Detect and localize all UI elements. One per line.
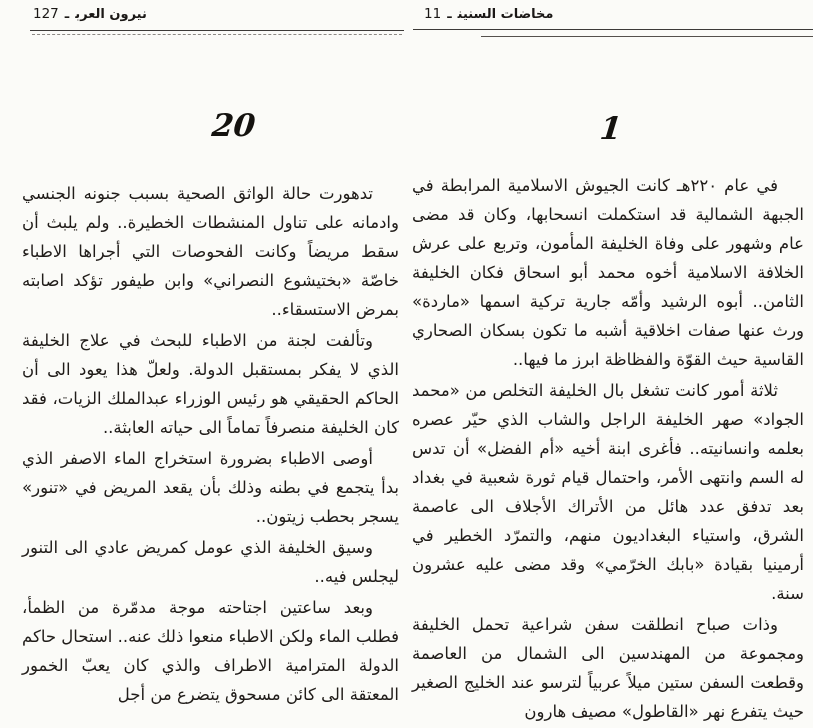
right-header-separator: ـ (447, 7, 452, 22)
paragraph: وبعد ساعتين اجتاحته موجة مدمّرة من الظمأ، فطلب الماء ولكن الاطباء منعوا ذلك عنه.. استحال حاكم الدولة المترامية الاطراف والذي كان يعبّ الخمور المعتقة الى كائن مسحوق يتضرع من أجل (22, 598, 399, 704)
right-book-title: مخاضات السنين (457, 7, 554, 22)
paragraph: وسيق الخليفة الذي عومل كمريض عادي الى التنور ليجلس فيه.. (22, 538, 399, 586)
paragraph: وذات صباح انطلقت سفن شراعية تحمل الخليفة ومجموعة من المهندسين الى الشمال من العاصمة وقطعت السفن ستين ميلاً عربياً لترسو عند الخليج الصغير حيث يتفرع نهر «القاطول» مصيف هارون (412, 615, 804, 721)
left-book-title: نيرون العرب (75, 7, 147, 22)
left-page-number: 127 (33, 6, 59, 22)
left-chapter-number: 20 (210, 108, 258, 144)
paragraph: في عام ٢٢٠هـ كانت الجيوش الاسلامية المرابطة في الجبهة الشمالية قد استكملت انسحابها، وكان قد مضى عام وشهور على وفاة الخليفة المأمون، وتربع على عرش الخلافة الاسلامية أخوه محمد أبو اسحاق فكان الخليفة الثامن.. أبوه الرشيد وأمّه جارية تركية اسمها «ماردة» ورث عنها صفات اخلاقية أشبه ما تكون بسكان الصحاري القاسية حيث القوّة والفظاظة ابرز ما فيها.. (412, 176, 804, 369)
left-page (0, 0, 406, 704)
paragraph: ثلاثة أمور كانت تشغل بال الخليفة التخلص من «محمد الجواد» صهر الخليفة الراجل والشاب الذي حيّر عصره بعلمه وانسانيته.. فأغرى ابنة أخيه «أم الفضل» أن تدس له السم وانتهى الأمر، واحتمال قيام ثورة شعبية في بغداد بعد تدفق عدد هائل من الأتراك الأجلاف الى عاصمة الشرق، واستياء البغداديون منهم، والتمرّد الخطير في أرمينيا بقيادة «بابك الخرّمي» وقد مضى عليه عشرون سنة. (412, 381, 804, 603)
right-page (407, 0, 813, 721)
right-chapter-number: 1 (598, 111, 624, 147)
right-header-rule-second (481, 36, 813, 37)
left-header-separator: ـ (64, 7, 70, 22)
left-running-header (30, 6, 404, 31)
right-body-text (412, 171, 804, 728)
paragraph: أوصى الاطباء بضرورة استخراج الماء الاصفر الذي بدأ يتجمع في بطنه وذلك بأن يقعد المريض في «تنور» يسجر بحطب زيتون.. (22, 449, 399, 526)
right-running-header (413, 6, 813, 30)
paragraph: وتألفت لجنة من الاطباء للبحث في علاج الخليفة الذي لا يفكر بمستقبل الدولة. ولعلّ هذا يعود الى أن الحاكم الحقيقي هو رئيس الوزراء عبدالملك الزيات، فقد كان الخليفة منصرفاً تماماً الى حياته العابثة.. (22, 331, 399, 437)
paragraph: تدهورت حالة الواثق الصحية بسبب جنونه الجنسي وادمانه على تناول المنشطات الخطيرة.. ولم يلبث أن سقط مريضاً وكانت الفحوصات التي أجراها الاطباء خاصّة «بختيشوع النصراني» وابن طيفور تؤكد اصابته بمرض الاستسقاء.. (22, 184, 399, 319)
right-page-number: 11 (424, 6, 442, 22)
left-header-rule-dashed (32, 34, 402, 35)
left-body-text (22, 179, 399, 711)
